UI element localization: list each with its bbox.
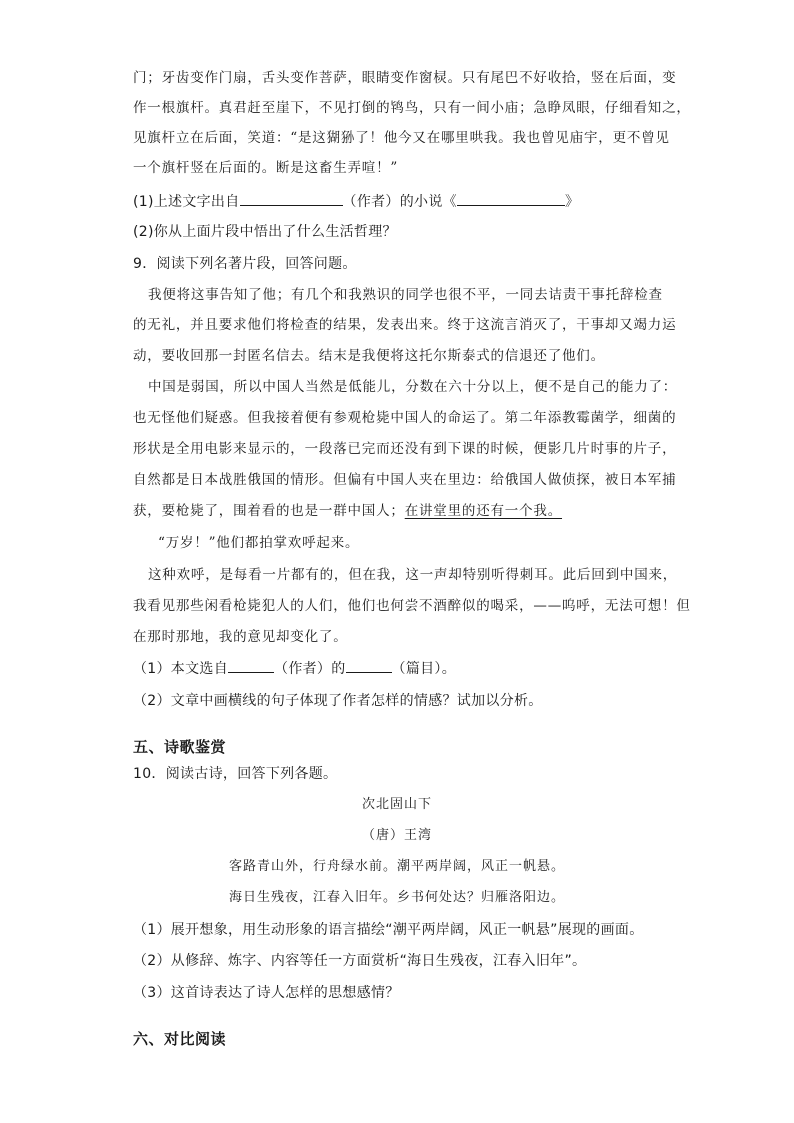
passage8-line-3: 见旗杆立在后面，笑道：“是这猢狲了！他今又在哪里哄我。我也曾见庙宇，更不曾见 [133, 130, 670, 146]
q8-author-blank[interactable] [240, 191, 343, 206]
q10-sub1: （1）展开想象，用生动形象的语言描绘“潮平两岸阔，风正一帆悬”展现的画面。 [133, 922, 644, 938]
q9-p4-line-3: 在那时那地，我的意见却变化了。 [133, 629, 348, 645]
poem-title: 次北固山下 [361, 797, 432, 812]
q9-p2-line-5-plain: 获，要枪毙了，围着看的也是一群中国人； [133, 503, 405, 519]
poem-line-1: 客路青山外，行舟绿水前。潮平两岸阔，风正一帆悬。 [228, 859, 565, 874]
q10-sub2: （2）从修辞、炼字、内容等任一方面赏析“海日生残夜，江春入旧年”。 [133, 953, 587, 969]
q8-sub2: (2)你从上面片段中悟出了什么生活哲理？ [133, 224, 397, 240]
q9-p2-line-1: 中国是弱国，所以中国人当然是低能儿，分数在六十分以上，便不是自己的能力了： [148, 379, 678, 395]
q8-sub1-suffix: 》 [564, 194, 580, 210]
q9-sub2: （2）文章中画横线的句子体现了作者怎样的情感？试加以分析。 [133, 693, 543, 709]
q9-p3: “万岁！”他们都拍掌欢呼起来。 [158, 535, 360, 551]
q8-sub1-mid: （作者）的小说《 [342, 194, 457, 210]
q9-p2-line-2: 也无怪他们疑惑。但我接着便有参观枪毙中国人的命运了。第二年添教霉菌学，细菌的 [133, 410, 677, 426]
q10-title: 10．阅读古诗，回答下列各题。 [133, 766, 338, 782]
q9-title: 9．阅读下列名著片段，回答问题。 [133, 256, 357, 272]
q9-p2-line-4: 自然都是日本战胜俄国的情形。但偏有中国人夹在里边：给俄国人做侦探，被日本军捕 [133, 472, 677, 488]
passage8-line-1: 门；牙齿变作门扇，舌头变作菩萨，眼睛变作窗棂。只有尾巴不好收拾，竖在后面，变 [133, 70, 677, 86]
q9-p1-line-3: 动，要收回那一封匿名信去。结末是我便将这托尔斯泰式的信退还了他们。 [133, 348, 605, 364]
q8-sub1 [133, 191, 663, 212]
poem-line-2: 海日生残夜，江春入旧年。乡书何处达？归雁洛阳边。 [228, 890, 565, 905]
q8-sub1-prefix: (1)上述文字出自 [133, 194, 240, 210]
q9-sub1 [133, 658, 663, 679]
section6-heading: 六、对比阅读 [133, 1030, 227, 1048]
q9-sub1-mid: （作者）的 [274, 661, 346, 677]
q9-p1-line-2: 的无礼，并且要求他们将检查的结果，发表出来。终于这流言消灭了，干事却又竭力运 [133, 317, 677, 333]
poem-author: （唐）王湾 [361, 828, 432, 843]
q9-underlined-sentence: 在讲堂里的还有一个我。 [404, 503, 563, 519]
q8-novel-blank[interactable] [457, 191, 565, 206]
q9-p4-line-1: 这种欢呼，是每看一片都有的，但在我，这一声却特别听得刺耳。此后回到中国来， [148, 567, 678, 583]
q9-p1-line-1: 我便将这事告知了他；有几个和我熟识的同学也很不平，一同去诘责干事托辞检查 [148, 287, 663, 303]
q9-p4-line-2: 我看见那些闲看枪毙犯人的人们，他们也何尝不酒醉似的喝采，——呜呼，无法可想！但 [133, 598, 691, 614]
section5-heading: 五、诗歌鉴赏 [133, 738, 227, 756]
q10-sub3: （3）这首诗表达了诗人怎样的思想感情？ [133, 985, 400, 1001]
q9-p2-line-5 [133, 501, 663, 521]
q9-title-blank[interactable] [346, 658, 392, 673]
q9-sub1-suffix: （篇目）。 [391, 661, 457, 677]
q9-author-blank[interactable] [228, 658, 274, 673]
passage8-line-4: 一个旗杆竖在后面的。断是这畜生弄喧！” [133, 160, 399, 176]
passage8-line-2: 作一根旗杆。真君赶至崖下，不见打倒的鸨鸟，只有一间小庙；急睁凤眼，仔细看知之， [133, 100, 691, 116]
q9-sub1-prefix: （1）本文选自 [133, 661, 229, 677]
q9-p2-line-3: 形状是全用电影来显示的，一段落已完而还没有到下课的时候，便影几片时事的片子， [133, 441, 677, 457]
